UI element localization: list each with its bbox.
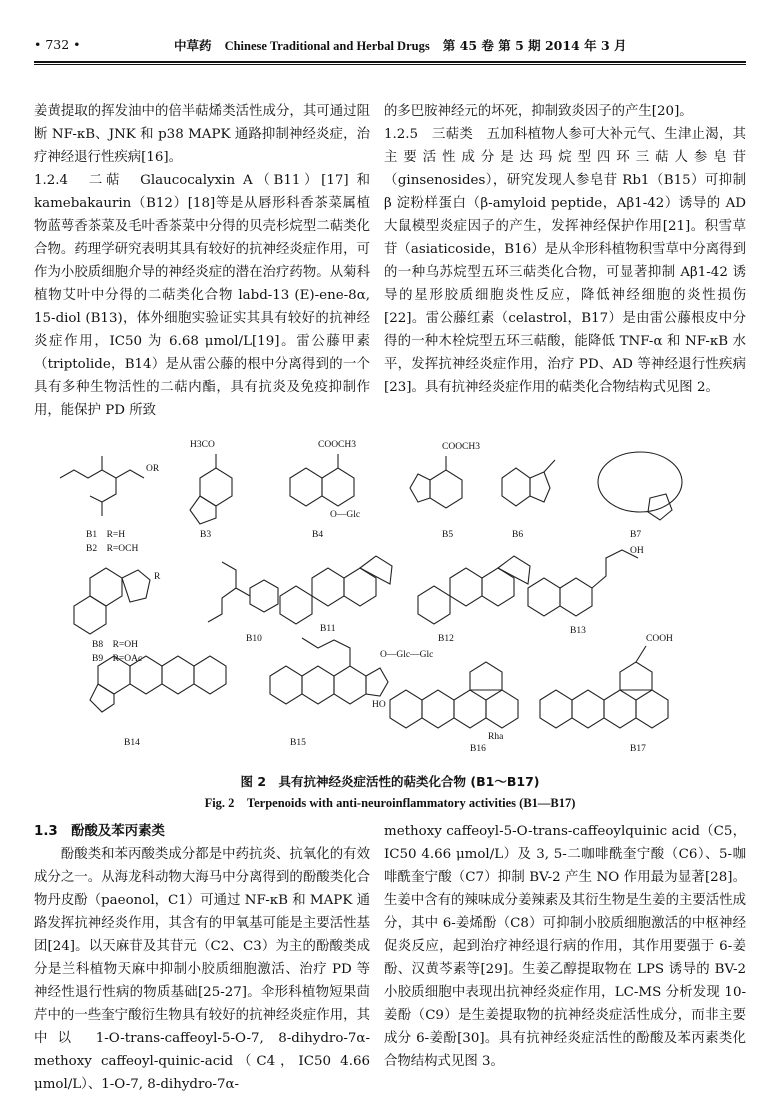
section-heading-13: 1.3 酚酸及苯丙素类 bbox=[34, 824, 165, 839]
label-rha: Rha bbox=[488, 732, 504, 742]
label-b16: B16 bbox=[470, 744, 486, 754]
text-column-top-right bbox=[384, 100, 746, 399]
paragraph: methoxy caffeoyl-5-O-trans-caffeoylquinic acid（C5，IC50 4.66 μmol/L）及 3, 5-二咖啡酰奎宁酸（C6）、5-咖啡酰奎宁酸（C7）抑制 BV-2 产生 NO 作用最为显著[28]。生姜中含有的辣味成分姜辣素及其衍生物是生姜的主要活性成分，其中 6-姜烯酚（C8）可抑制小胶质细胞激活的中枢神经促炎反应，起到治疗神经退行病的作用，其作用要强于 6-姜酚、汉黄芩素等[29]。生姜乙醇提取物在 LPS 诱导的 BV-2 小胶质细胞中表现出抗神经炎症作用，LC-MS 分析发现 10-姜酚（C9）是生姜提取物的抗神经炎症活性成分，而非主要成分 6-姜酚[30]。具有抗神经炎症活性的酚酸及苯丙素类化合物结构式见图 3。 bbox=[384, 824, 746, 1069]
label-oh: OH bbox=[630, 546, 644, 556]
figure-caption-en: Fig. 2 Terpenoids with anti-neuroinflammatory activities (B1—B17) bbox=[204, 796, 576, 810]
paragraph: 姜黄提取的挥发油中的倍半萜烯类活性成分，其可通过阻断 NF-κB、JNK 和 p38 MAPK 通路抑制神经炎症，治疗神经退行性疾病[16]。 bbox=[34, 104, 370, 165]
header-rule-thin bbox=[34, 64, 746, 65]
figure-caption-cn: 图 2 具有抗神经炎症活性的萜类化合物 (B1～B17) bbox=[240, 774, 540, 789]
label-cooh: COOH bbox=[646, 634, 673, 644]
label-b15: B15 bbox=[290, 738, 306, 748]
label-b2: B2 R=OCH bbox=[86, 544, 139, 554]
page-number: • 732 • bbox=[34, 37, 81, 52]
label-b8: B8 R=OH bbox=[92, 640, 139, 650]
paragraph-section-125: 1.2.5 三萜类 五加科植物人参可大补元气、生津止渴，其主要活性成分是达玛烷型四环三萜人参皂苷（ginsenosides），研究发现人参皂苷 Rb1（B15）可抑制 β 淀粉样蛋白（β-amyloid peptide，Aβ1-42）诱导的 AD 大鼠模型炎症因子的产生，发挥神经保护作用[21]。积雪草苷（asiaticoside，B16）是从伞形科植物积雪草中分离得到的一种乌苏烷型五环三萜类化合物，可显著抑制 Aβ1-42 诱导的星形胶质细胞炎性反应，降低神经细胞的炎性损伤[22]。雷公藤红素（celastrol，B17）是由雷公藤根皮中分得的一种木栓烷型五环三萜酸，能降低 TNF-α 和 NF-κB 水平，发挥抗神经炎症作用，治疗 PD、AD 等神经退行性疾病[23]。具有抗神经炎症作用的萜类化合物结构式见图 2。 bbox=[384, 127, 746, 395]
label-b4: B4 bbox=[312, 530, 324, 540]
label-b3: B3 bbox=[200, 530, 212, 540]
label-b1: B1 R=H bbox=[86, 530, 126, 540]
label-glcglc: O—Glc—Glc bbox=[380, 650, 434, 660]
page-header bbox=[34, 33, 746, 53]
label-b5: B5 bbox=[442, 530, 454, 540]
label-b14: B14 bbox=[124, 738, 140, 748]
label-oglc: O—Glc bbox=[330, 510, 361, 520]
paragraph: 的多巴胺神经元的坏死，抑制致炎因子的产生[20]。 bbox=[384, 104, 693, 119]
label-r: R bbox=[154, 572, 161, 582]
journal-title bbox=[174, 36, 627, 54]
header-rule bbox=[34, 61, 746, 63]
label-ho: HO bbox=[372, 700, 386, 710]
label-b12: B12 bbox=[438, 634, 454, 644]
journal-volume: 第 45 卷 第 5 期 2014 年 3 月 bbox=[442, 38, 627, 53]
journal-title-en: Chinese Traditional and Herbal Drugs bbox=[224, 39, 430, 53]
label-b9: B9 R=OAc bbox=[92, 654, 143, 664]
label-cooch3-b: COOCH3 bbox=[442, 442, 481, 452]
label-h3co: H3CO bbox=[190, 440, 215, 450]
label-cooch3-a: COOCH3 bbox=[318, 440, 357, 450]
label-b7: B7 bbox=[630, 530, 642, 540]
label-b6: B6 bbox=[512, 530, 524, 540]
paragraph: 酚酸类和苯丙酸类成分都是中药抗炎、抗氧化的有效成分之一。从海龙科动物大海马中分离得到的酚酸类化合物丹皮酚（paeonol，C1）可通过 NF-κB 和 MAPK 通路发挥抗神经炎作用，其含有的甲氧基可能是主要活性基团[24]。以天麻苷及其苷元（C2、C3）为主的酚酸类成分是兰科植物天麻中抑制小胶质细胞激活、治疗 PD 等神经性退行性病的物质基础[25-27]。伞形科植物短果茴芹中的一些奎宁酸衍生物具有较好的抗神经炎症作用，其中以 1-O-trans-caffeoyl-5-O-7, 8-dihydro-7α-methoxy caffeoyl-quinic-acid（C4，IC50 4.66 μmol/L）、1-O-7, 8-dihydro-7α- bbox=[34, 847, 370, 1092]
structure-drawings bbox=[50, 438, 730, 760]
figure-2-structures bbox=[50, 438, 730, 760]
journal-title-cn: 中草药 bbox=[174, 38, 212, 53]
label-b17: B17 bbox=[630, 744, 646, 754]
label-b11: B11 bbox=[320, 624, 336, 634]
label-b13: B13 bbox=[570, 626, 586, 636]
paragraph-section-124: 1.2.4 二萜 Glaucocalyxin A（B11）[17] 和 kamebakaurin（B12）[18]等是从唇形科香茶菜属植物蓝萼香茶菜及毛叶香茶菜中分得的贝壳杉烷型二萜类化合物。药理学研究表明其具有较好的抗神经炎症作用，可作为小胶质细胞介导的神经炎症的潜在治疗药物。从菊科植物艾叶中分得的二萜类化合物 labd-13 (E)-ene-8α, 15-diol (B13)，体外细胞实验证实其具有较好的抗神经炎症作用，IC50 为 6.68 μmol/L[19]。雷公藤甲素（triptolide，B14）是从雷公藤的根中分离得到的一个具有多种生物活性的二萜内酯，具有抗炎及免疫抑制作用，能保护 PD 所致 bbox=[34, 173, 370, 418]
label-b10: B10 bbox=[246, 634, 262, 644]
text-column-bottom-right bbox=[384, 820, 746, 1073]
text-column-top-left bbox=[34, 100, 370, 422]
text-column-bottom-left bbox=[34, 820, 370, 1096]
label-or: OR bbox=[146, 464, 160, 474]
